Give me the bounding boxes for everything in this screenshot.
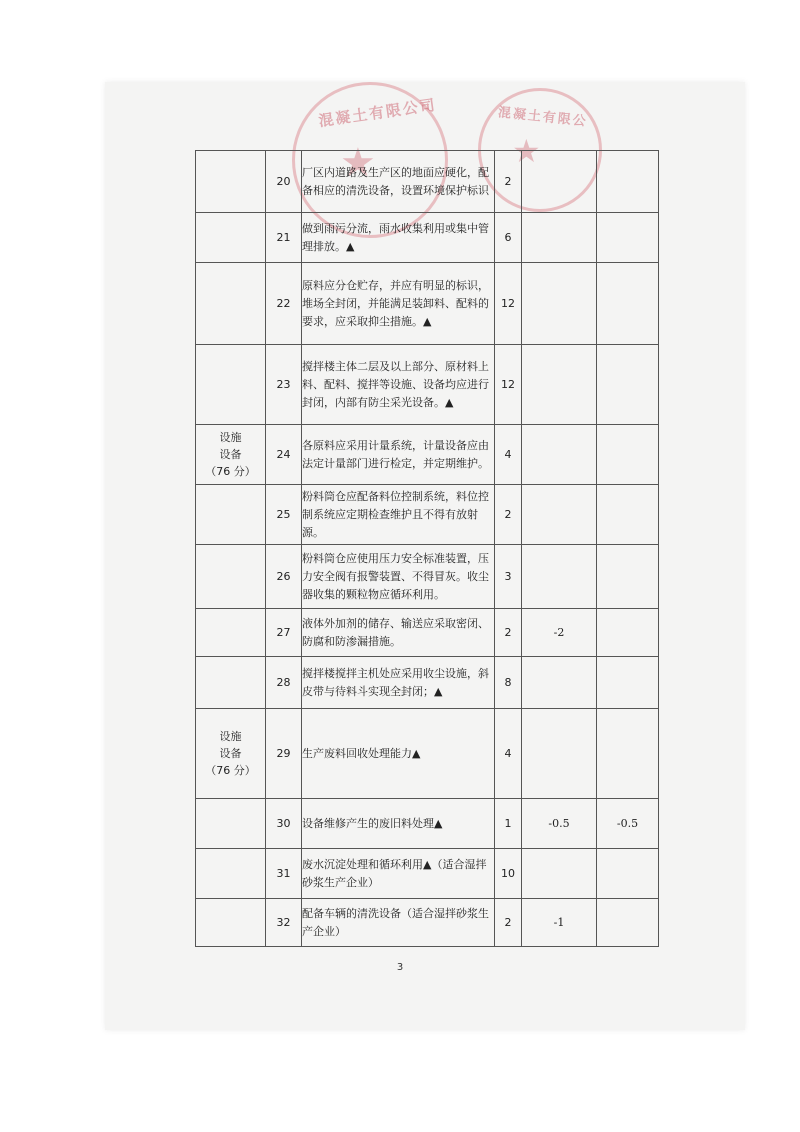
deduction-handwritten <box>522 151 597 213</box>
table-row <box>196 425 659 485</box>
item-score: 4 <box>495 425 522 485</box>
item-description: 搅拌楼主体二层及以上部分、原材料上料、配料、搅拌等设施、设备均应进行封闭，内部有防尘采光设备。▲ <box>302 345 495 425</box>
item-description: 厂区内道路及生产区的地面应硬化，配备相应的清洗设备，设置环境保护标识 <box>302 151 495 213</box>
item-number: 29 <box>266 709 302 799</box>
item-description: 粉料筒仓应配备料位控制系统，料位控制系统应定期检查维护且不得有放射源。 <box>302 485 495 545</box>
table-row <box>196 345 659 425</box>
table-row <box>196 151 659 213</box>
item-description: 粉料筒仓应使用压力安全标准装置，压力安全阀有报警装置、不得冒灰。收尘器收集的颗粒物应循环利用。 <box>302 545 495 609</box>
item-number: 23 <box>266 345 302 425</box>
category-cell <box>196 609 266 657</box>
category-cell <box>196 849 266 899</box>
table-row <box>196 899 659 947</box>
deduction-handwritten-2 <box>597 545 659 609</box>
deduction-handwritten-2 <box>597 213 659 263</box>
table-row <box>196 213 659 263</box>
item-number: 27 <box>266 609 302 657</box>
category-cell <box>196 485 266 545</box>
item-description: 设备维修产生的废旧料处理▲ <box>302 799 495 849</box>
item-score: 8 <box>495 657 522 709</box>
item-number: 22 <box>266 263 302 345</box>
category-cell <box>196 545 266 609</box>
item-score: 6 <box>495 213 522 263</box>
table-row <box>196 263 659 345</box>
item-number: 25 <box>266 485 302 545</box>
item-score: 2 <box>495 151 522 213</box>
category-cell <box>196 657 266 709</box>
category-label-line: 设备 <box>219 747 242 760</box>
item-score: 4 <box>495 709 522 799</box>
table-row <box>196 799 659 849</box>
item-score: 1 <box>495 799 522 849</box>
category-cell <box>196 709 266 799</box>
item-score: 12 <box>495 345 522 425</box>
table-row <box>196 545 659 609</box>
deduction-handwritten-2 <box>597 345 659 425</box>
deduction-handwritten: -1 <box>522 899 597 947</box>
item-description: 做到雨污分流，雨水收集利用或集中管理排放。▲ <box>302 213 495 263</box>
deduction-handwritten-2 <box>597 425 659 485</box>
category-cell <box>196 799 266 849</box>
item-number: 32 <box>266 899 302 947</box>
item-score: 2 <box>495 485 522 545</box>
deduction-handwritten <box>522 345 597 425</box>
item-description: 各原料应采用计量系统，计量设备应由法定计量部门进行检定，并定期维护。 <box>302 425 495 485</box>
category-cell <box>196 213 266 263</box>
seal-text: 混凝土有限公司 <box>317 95 438 131</box>
page-number: 3 <box>396 962 404 973</box>
item-number: 26 <box>266 545 302 609</box>
category-cell <box>196 151 266 213</box>
category-label-line: 设施 <box>219 431 242 444</box>
deduction-handwritten <box>522 657 597 709</box>
deduction-handwritten <box>522 485 597 545</box>
item-number: 28 <box>266 657 302 709</box>
deduction-handwritten-2 <box>597 151 659 213</box>
item-score: 2 <box>495 899 522 947</box>
table-row <box>196 849 659 899</box>
item-description: 原料应分仓贮存，并应有明显的标识，堆场全封闭，并能满足装卸料、配料的要求，应采取抑尘措施。▲ <box>302 263 495 345</box>
item-number: 30 <box>266 799 302 849</box>
item-score: 12 <box>495 263 522 345</box>
deduction-handwritten-2 <box>597 609 659 657</box>
deduction-handwritten-2: -0.5 <box>597 799 659 849</box>
category-cell <box>196 263 266 345</box>
item-number: 20 <box>266 151 302 213</box>
item-description: 废水沉淀处理和循环利用▲（适合湿拌砂浆生产企业） <box>302 849 495 899</box>
item-score: 2 <box>495 609 522 657</box>
item-number: 24 <box>266 425 302 485</box>
table-row <box>196 657 659 709</box>
category-cell <box>196 345 266 425</box>
deduction-handwritten <box>522 425 597 485</box>
deduction-handwritten <box>522 213 597 263</box>
item-description: 生产废料回收处理能力▲ <box>302 709 495 799</box>
deduction-handwritten-2 <box>597 899 659 947</box>
item-description: 配备车辆的清洗设备（适合湿拌砂浆生产企业） <box>302 899 495 947</box>
deduction-handwritten-2 <box>597 709 659 799</box>
table-row <box>196 609 659 657</box>
item-description: 搅拌楼搅拌主机处应采用收尘设施，斜皮带与待料斗实现全封闭；▲ <box>302 657 495 709</box>
deduction-handwritten-2 <box>597 657 659 709</box>
item-description: 液体外加剂的储存、输送应采取密闭、防腐和防渗漏措施。 <box>302 609 495 657</box>
deduction-handwritten <box>522 849 597 899</box>
deduction-handwritten <box>522 545 597 609</box>
deduction-handwritten: -0.5 <box>522 799 597 849</box>
seal-text-secondary: 混凝土有限公 <box>497 105 589 130</box>
category-label <box>196 429 265 480</box>
seal-star-icon: ★ <box>512 132 541 170</box>
item-score: 10 <box>495 849 522 899</box>
deduction-handwritten-2 <box>597 263 659 345</box>
item-number: 21 <box>266 213 302 263</box>
item-score: 3 <box>495 545 522 609</box>
category-label-line: 设备 <box>219 448 242 461</box>
assessment-table <box>195 150 659 947</box>
deduction-handwritten-2 <box>597 849 659 899</box>
category-label-line: 设施 <box>219 730 242 743</box>
category-cell <box>196 425 266 485</box>
deduction-handwritten <box>522 709 597 799</box>
category-label <box>196 728 265 779</box>
category-label-line: （76 分） <box>205 465 256 478</box>
table-row <box>196 709 659 799</box>
category-cell <box>196 899 266 947</box>
table-row <box>196 485 659 545</box>
seal-star-icon: ★ <box>340 140 376 186</box>
category-label-line: （76 分） <box>205 764 256 777</box>
deduction-handwritten <box>522 263 597 345</box>
item-number: 31 <box>266 849 302 899</box>
deduction-handwritten-2 <box>597 485 659 545</box>
deduction-handwritten: -2 <box>522 609 597 657</box>
